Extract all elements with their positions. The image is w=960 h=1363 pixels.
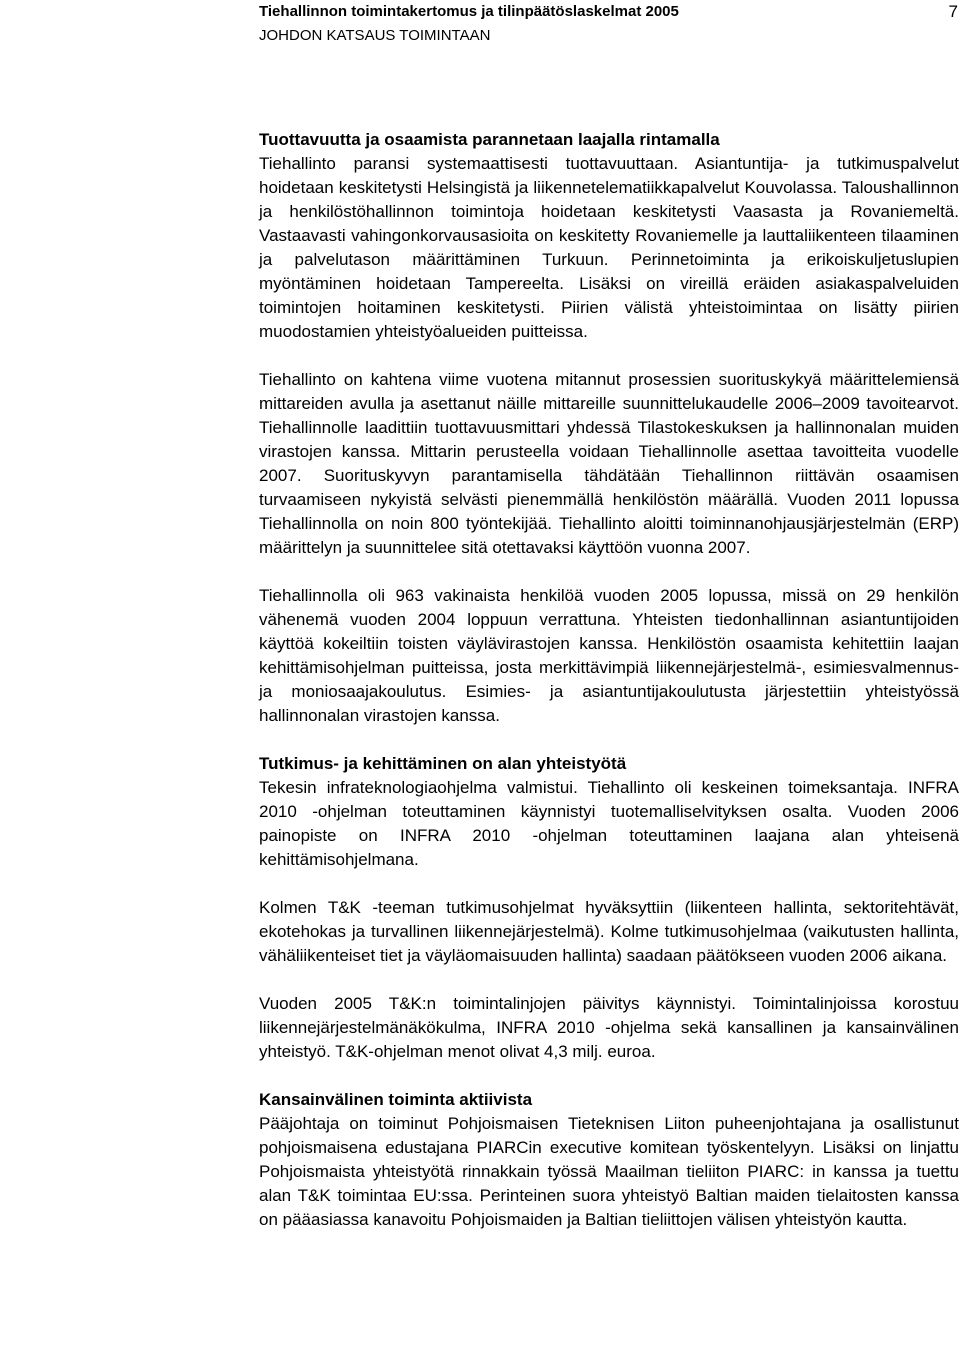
paragraph: Kolmen T&K -teeman tutkimusohjelmat hyväksyttiin (liikenteen hallinta, sektoritehtävät, ekotehokas ja turvallinen liikennejärjestelmä). Kolme tutkimusohjelmaa (vaikutusten hallinta, vähäliikenteiset tiet ja väyläomaisuuden hallinta) saadaan päätökseen vuoden 2006 aikana. <box>259 898 959 965</box>
paragraph: Tekesin infrateknologiaohjelma valmistui. Tiehallinto oli keskeinen toimeksantaja. INFRA 2010 -ohjelman toteuttaminen käynnistyi tuotemalliselvityksen osalta. Vuoden 2006 painopiste on INFRA 2010 -ohjelman toteuttaminen laajana alan yhteisenä kehittämisohjelmana. <box>259 778 959 869</box>
paragraph: Pääjohtaja on toiminut Pohjoismaisen Tieteknisen Liiton puheenjohtajana ja osallistunut pohjoismaisena edustajana PIARCin executive komitean työskentelyyn. Lisäksi on linjattu Pohjoismaista yhteistyötä rinnakkain työssä Maailman tieliiton PIARC: in kanssa ja tuettu alan T&K toimintaa EU:ssa. Perinteinen suora yhteistyö Baltian maiden tielaitosten kanssa on pääasiassa kanavoitu Pohjoismaiden ja Baltian tieliittojen välisen yhteistyön kautta. <box>259 1114 959 1229</box>
running-header <box>259 0 959 48</box>
document-title: Tiehallinnon toimintakertomus ja tilinpäätöslaskelmat 2005 <box>259 3 679 20</box>
section-heading: Tuottavuutta ja osaamista parannetaan laajalla rintamalla <box>259 130 720 149</box>
section-international <box>259 1088 959 1232</box>
section-heading: Tutkimus- ja kehittäminen on alan yhteistyötä <box>259 754 627 773</box>
paragraph: Tiehallinto on kahtena viime vuotena mitannut prosessien suorituskykyä määrittelemiensä mittareiden avulla ja asettanut näille mittareille suunnittelukaudelle 2006–2009 tavoitearvot. Tiehallinnolle laadittiin tuottavuusmittari yhdessä Tilastokeskuksen ja hallinnonalan muiden virastojen kanssa. Mittarin perusteella voidaan Tiehallinnolle asettaa tavoitteita vuodelle 2007. Suorituskyvyn parantamisella tähdätään Tiehallinnon riittävän osaamisen turvaamiseen nykyistä selvästi pienemmällä henkilöstön määrällä. Vuoden 2011 lopussa Tiehallinnolla on noin 800 työntekijää. Tiehallinto aloitti toiminnanohjausjärjestelmän (ERP) määrittelyn ja suunnittelee sitä otettavaksi käyttöön vuonna 2007. <box>259 370 959 557</box>
section-heading: Kansainvälinen toiminta aktiivista <box>259 1090 533 1109</box>
body-content <box>259 128 959 1256</box>
paragraph: Vuoden 2005 T&K:n toimintalinjojen päivitys käynnistyi. Toimintalinjoissa korostuu liikennejärjestelmänäkökulma, INFRA 2010 -ohjelma sekä kansallinen ja kansainvälinen yhteistyö. T&K-ohjelman menot olivat 4,3 milj. euroa. <box>259 994 959 1061</box>
paragraph: Tiehallinnolla oli 963 vakinaista henkilöä vuoden 2005 lopussa, missä on 29 henkilön vähenemä vuoden 2004 loppuun verrattuna. Yhteisten tiedonhallinnan asiantuntijoiden käyttöä kokeiltiin toisten väylävirastojen kanssa. Henkilöstön osaamista kehitettiin laajan kehittämisohjelman puitteissa, josta merkittävimpiä liikennejärjestelmä-, esimiesvalmennus- ja moniosaajakoulutus. Esimies- ja asiantuntijakoulutusta järjestettiin yhteistyössä hallinnonalan virastojen kanssa. <box>259 586 959 725</box>
section-productivity <box>259 128 959 728</box>
page-number: 7 <box>948 2 958 21</box>
section-research <box>259 752 959 1064</box>
paragraph: Tiehallinto paransi systemaattisesti tuottavuuttaan. Asiantuntija- ja tutkimuspalvelut hoidetaan keskitetysti Helsingistä ja liikennetelematiikkapalvelut Kouvolassa. Taloushallinnon ja henkilöstöhallinnon toimintoja hoidetaan keskitetysti Vaasasta ja Rovaniemeltä. Vastaavasti vahingonkorvausasioita on keskitetty Rovaniemelle ja lauttaliikenteen tilaaminen ja palvelutason määrittäminen Turkuun. Perinnetoiminta ja erikoiskuljetuslupien myöntäminen hoidetaan Tampereelta. Lisäksi on vireillä eräiden asiakaspalveluiden toimintojen hoitaminen keskitetysti. Piirien välistä yhteistoimintaa on lisätty piirien muodostamien yhteistyöalueiden puitteissa. <box>259 154 959 341</box>
chapter-title: JOHDON KATSAUS TOIMINTAAN <box>259 27 491 44</box>
